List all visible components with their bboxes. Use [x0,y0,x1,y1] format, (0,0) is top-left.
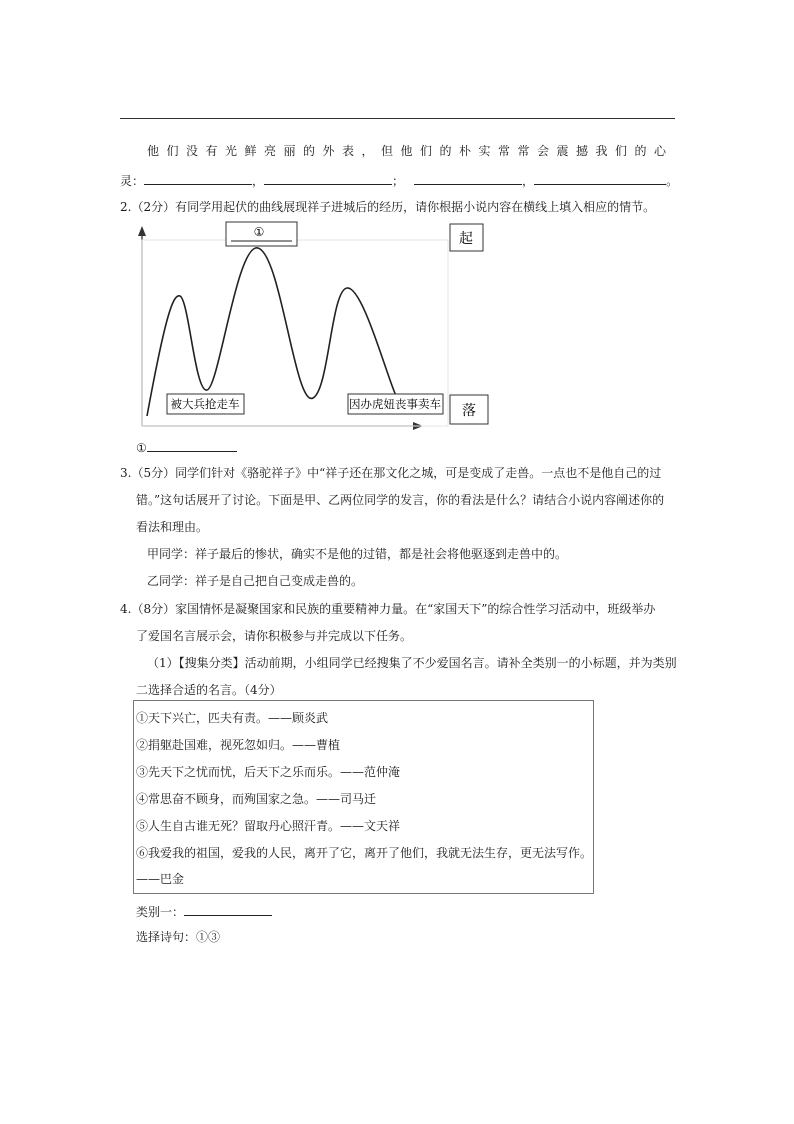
intro-line-2 [120,172,678,188]
intro-line-1: 他们没有光鲜亮丽的外表，但他们的朴实常常会震撼我们的心 [147,144,674,158]
separator: ， [522,174,535,188]
category-1-line [136,903,272,919]
category-1-label: 类别一： [136,905,185,919]
event-1-label: 被大兵抢走车 [170,397,240,411]
quote-item: ——巴金 [136,872,185,886]
q3-prompt-line-2: 错。”这句话展开了讨论。下面是甲、乙两位同学的发言，你的看法是什么？请结合小说内容阐述你的 [136,493,665,507]
q2-answer-blank[interactable] [147,439,237,452]
quote-item: ③先天下之忧而忧，后天下之乐而乐。——范仲淹 [136,765,401,779]
q4-sub1-line-2: 二选择合适的名言。（4分） [136,683,282,697]
q4-sub1-line-1: （1）【搜集分类】活动前期，小组同学已经搜集了不少爱国名言。请补全类别一的小标题，并为类别 [147,656,677,670]
q2-prompt: 2.（2分）有同学用起伏的曲线展现祥子进城后的经历，请你根据小说内容在横线上填入相应的情节。 [120,200,656,214]
separator: ； [392,174,405,188]
y-axis-arrow-icon [138,226,146,236]
header-rule [120,118,675,119]
answer-blank-2[interactable] [264,172,392,185]
event-2-label: 因办虎妞丧事卖车 [349,397,441,411]
answer-blank-3[interactable] [414,172,522,185]
quote-item: ①天下兴亡，匹夫有责。——顾炎武 [136,711,329,725]
q3-prompt-line-3: 看法和理由。 [136,520,209,534]
q3-student-yi: 乙同学：祥子是自己把自己变成走兽的。 [147,574,364,588]
q3-student-jia: 甲同学：祥子最后的惨状，确实不是他的过错，都是社会将他驱逐到走兽中的。 [147,547,568,561]
period: 。 [666,174,679,188]
experience-curve [147,248,397,416]
intro-prefix: 灵： [120,174,145,188]
q4-prompt-line-1: 4.（8分）家国情怀是凝聚国家和民族的重要精神力量。在“家国天下”的综合性学习活动中，班级举办 [120,602,656,616]
choice-line: 选择诗句：①③ [136,930,221,944]
q3-prompt-line-1: 3.（5分）同学们针对《骆驼祥子》中“祥子还在那文化之城，可是变成了走兽。一点也不是他自己的过 [120,466,662,480]
category-1-blank[interactable] [184,903,272,916]
q2-answer-line [136,439,237,455]
plot-curve-figure [125,218,495,433]
blank-box-1-marker: ① [253,225,265,239]
quote-item: ⑥我爱我的祖国，爱我的人民，离开了它，离开了他们，我就无法生存，更无法写作。 [136,846,593,860]
q4-prompt-line-2: 了爱国名言展示会，请你积极参与并完成以下任务。 [136,629,413,643]
fall-label: 落 [462,403,476,419]
separator: ， [252,174,265,188]
quote-item: ⑤人生自古谁无死？留取丹心照汗青。——文天祥 [136,819,401,833]
answer-blank-1[interactable] [144,172,252,185]
quote-item: ④常思奋不顾身，而殉国家之急。——司马迁 [136,792,377,806]
rise-label: 起 [459,231,473,247]
q2-answer-marker: ① [136,441,147,455]
answer-blank-4[interactable] [534,172,666,185]
quote-item: ②捐躯赴国难，视死忽如归。——曹植 [136,738,341,752]
